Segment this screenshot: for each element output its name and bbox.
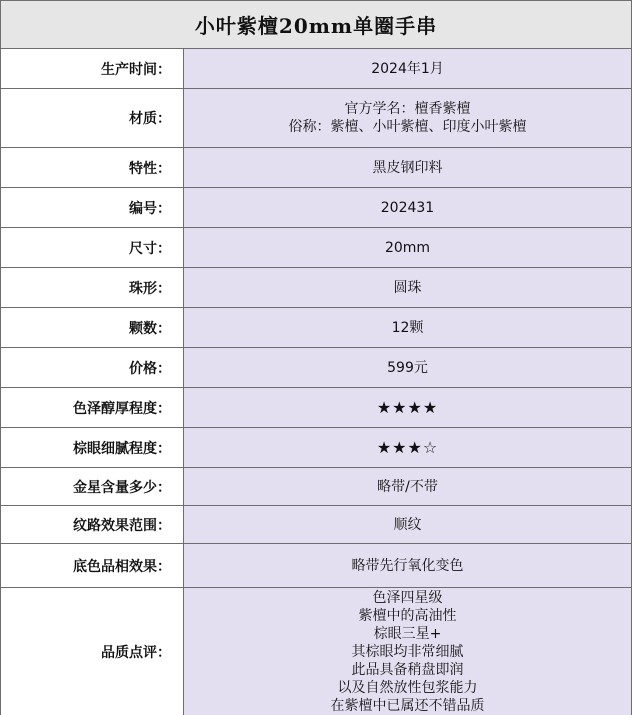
row-label: 纹路效果范围： [1, 506, 184, 543]
value-line: 202431 [380, 199, 435, 216]
value-line: 俗称：紫檀、小叶紫檀、印度小叶紫檀 [288, 119, 527, 135]
row-value [184, 188, 631, 227]
row-value [184, 148, 631, 187]
value-line: 顺纹 [393, 516, 422, 533]
row-value [184, 544, 631, 587]
value-line: 略带/不带 [377, 478, 438, 495]
row-value [184, 348, 631, 387]
row-label: 金星含量多少： [1, 468, 184, 505]
row-label: 底色品相效果： [1, 544, 184, 587]
row-label: 尺寸： [1, 228, 184, 267]
value-line: 官方学名：檀香紫檀 [344, 101, 471, 117]
row-value [184, 228, 631, 267]
value-line: 棕眼三星+ [373, 625, 442, 642]
row-value [184, 268, 631, 307]
value-line: 紫檀中的高油性 [358, 607, 457, 624]
row-grain-range [1, 506, 631, 544]
row-size [1, 228, 631, 268]
row-label: 颗数： [1, 308, 184, 347]
row-label: 色泽醇厚程度： [1, 388, 184, 427]
row-value [184, 506, 631, 543]
value-line: 圆珠 [393, 279, 422, 296]
row-value [184, 468, 631, 505]
value-line: 20mm [384, 239, 431, 256]
row-label: 特性： [1, 148, 184, 187]
star-rating [184, 388, 631, 427]
row-value [184, 89, 631, 147]
row-label: 棕眼细腻程度： [1, 428, 184, 467]
row-production-time [1, 49, 631, 89]
value-line: 以及自然放性包浆能力 [337, 679, 478, 696]
row-bead-count [1, 308, 631, 348]
value-line: 12颗 [391, 319, 424, 336]
value-line: 其棕眼均非常细腻 [351, 643, 464, 660]
row-feature [1, 148, 631, 188]
row-label: 材质： [1, 89, 184, 147]
row-label: 价格： [1, 348, 184, 387]
row-pore-fineness [1, 428, 631, 468]
row-label: 生产时间： [1, 49, 184, 88]
row-label: 编号： [1, 188, 184, 227]
row-value [184, 49, 631, 88]
row-price [1, 348, 631, 388]
row-value [184, 588, 631, 715]
row-serial-number [1, 188, 631, 228]
value-line: 黑皮钢印料 [372, 159, 443, 176]
row-color-richness [1, 388, 631, 428]
value-line: 色泽四星级 [372, 589, 443, 606]
row-material [1, 89, 631, 148]
value-line: 599元 [387, 359, 428, 376]
star-rating-text: ★★★☆ [376, 437, 439, 457]
row-gold-star-content [1, 468, 631, 506]
star-rating-text: ★★★★ [376, 397, 439, 417]
row-quality-review [1, 588, 631, 715]
table-title: 小叶紫檀20mm单圈手串 [1, 1, 631, 49]
value-line: 2024年1月 [371, 60, 444, 77]
value-line: 略带先行氧化变色 [351, 557, 464, 574]
value-line: 此品具备稍盘即润 [351, 661, 464, 678]
star-rating [184, 428, 631, 467]
row-label: 珠形： [1, 268, 184, 307]
row-value [184, 308, 631, 347]
row-bead-shape [1, 268, 631, 308]
row-label: 品质点评： [1, 588, 184, 715]
row-base-color [1, 544, 631, 588]
value-line: 在紫檀中已属还不错品质 [330, 697, 485, 714]
